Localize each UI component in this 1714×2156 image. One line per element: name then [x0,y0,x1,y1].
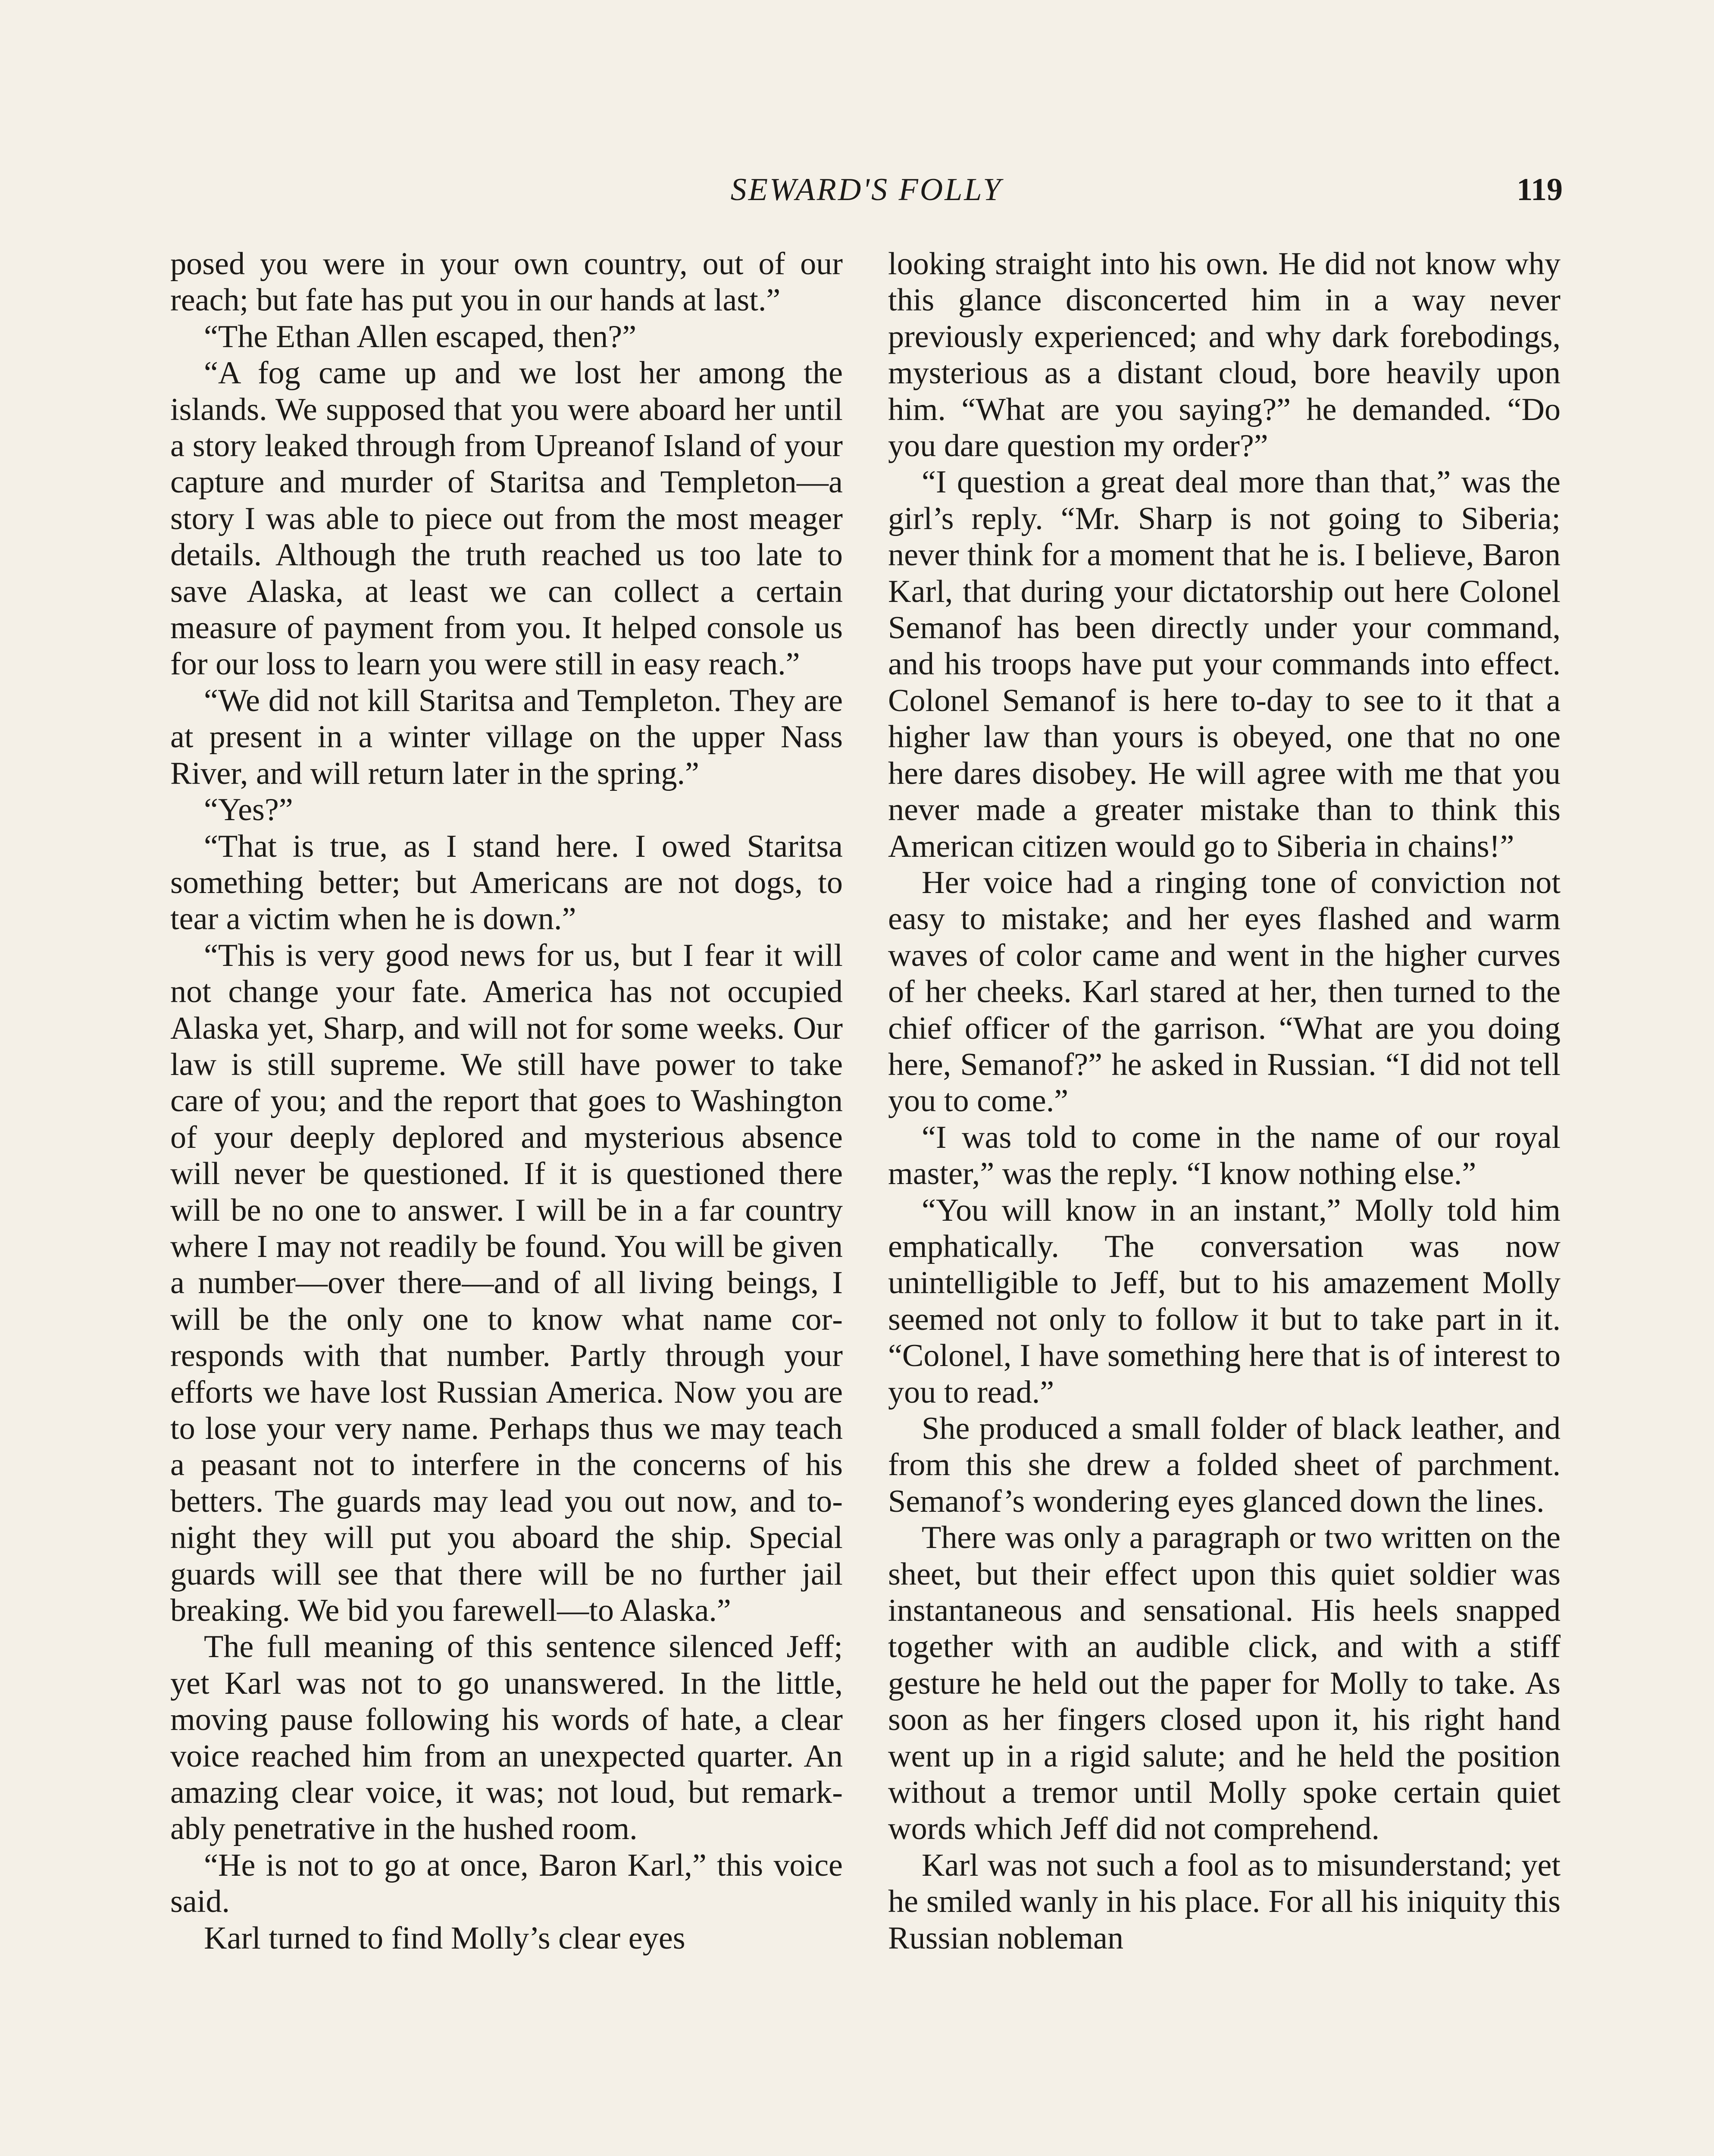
paragraph: She produced a small folder of black leather, and from this she drew a folded sheet of parchment. Semanof’s wondering eyes glanced down the lines. [888,1411,1561,1519]
paragraph: Karl turned to find Molly’s clear eyes [204,1920,685,1956]
running-head [170,166,1563,213]
paragraph: There was only a paragraph or two written on the sheet, but their effect upon this quiet soldier was instantaneous and sensational. His heels snapped together with an audible click, and with a stiff gesture he held out the paper for Molly to take. As soon as her fingers closed upon it, his right hand went up in a rigid salute; and he held the position without a tremor until Molly spoke certain quiet words which Jeff did not comprehend. [888,1520,1561,1847]
paragraph: looking straight into his own. He did not know why this glance disconcerted him in a way never previously experienced; and why dark forebodings, mysterious as a distant cloud, bore heavily upon him. “What are you saying?” he demanded. “Do you dare question my order?” [888,246,1561,464]
paragraph: Her voice had a ringing tone of conviction not easy to mistake; and her eyes flashed and warm waves of color came and went in the higher curves of her cheeks. Karl stared at her, then turned to the chief officer of the garrison. “What are you doing here, Semanof?” he asked in Russian. “I did not tell you to come.” [888,865,1561,1119]
paragraph: “I was told to come in the name of our royal master,” was the reply. “I know nothing else.” [888,1119,1561,1192]
left-column [170,246,843,2156]
right-column [888,246,1561,2156]
paragraph: “I question a great deal more than that,” was the girl’s reply. “Mr. Sharp is not going to Siberia; never think for a moment that he is. I believe, Baron Karl, that during your dictatorship out here Colonel Semanof has been directly under your command, and his troops have put your commands into effect. Colonel Semanof is here to-day to see to it that a higher law than yours is obeyed, one that no one here dares disobey. He will agree with me that you never made a greater mistake than to think this American citizen would go to Siberia in chains!” [888,464,1561,864]
paragraph: “We did not kill Staritsa and Templeton. They are at present in a winter village on the upper Nass River, and will return later in the spring.” [170,683,843,791]
paragraph: “That is true, as I stand here. I owed Staritsa something better; but Americans are not dogs, to tear a victim when he is down.” [170,828,843,937]
paragraph: Karl was not such a fool as to misunderstand; yet he smiled wanly in his place. For all his iniquity this Russian nobleman [888,1847,1561,1956]
paragraph: “A fog came up and we lost her among the islands. We supposed that you were aboard her until a story leaked through from Upreanof Island of your capture and murder of Staritsa and Templeton—a story I was able to piece out from the most meager details. Although the truth reached us too late to save Alaska, at least we can collect a certain measure of payment from you. It helped console us for our loss to learn you were still in easy reach.” [170,355,843,682]
paragraph: posed you were in your own country, out of our reach; but fate has put you in our hands at last.” [170,246,843,318]
running-title: SEWARD'S FOLLY [730,172,1003,207]
page-number: 119 [1517,172,1563,207]
paragraph: “Yes?” [204,792,293,828]
paragraph: “You will know in an instant,” Molly told him emphatically. The conversation was now unintelligible to Jeff, but to his amazement Molly seemed not only to follow it but to take part in it. “Colonel, I have something here that is of interest to you to read.” [888,1192,1561,1410]
paragraph: “He is not to go at once, Baron Karl,” this voice said. [170,1847,843,1920]
paragraph: The full meaning of this sentence silenced Jeff; yet Karl was not to go unanswered. In the little, moving pause following his words of hate, a clear voice reached him from an unexpected quarter. An amazing clear voice, it was; not loud, but remarkably penetrative in the hushed room. [170,1629,843,1847]
paragraph: “The Ethan Allen escaped, then?” [204,319,637,354]
paragraph: “This is very good news for us, but I fear it will not change your fate. America has not occupied Alaska yet, Sharp, and will not for some weeks. Our law is still supreme. We still have power to take care of you; and the report that goes to Washington of your deeply deplored and mysterious absence will never be questioned. If it is questioned there will be no one to answer. I will be in a far country where I may not readily be found. You will be given a number—over there—and of all living beings, I will be the only one to know what name corresponds with that number. Partly through your efforts we have lost Russian America. Now you are to lose your very name. Perhaps thus we may teach a peasant not to interfere in the concerns of his betters. The guards may lead you out now, and tonight they will put you aboard the ship. Special guards will see that there will be no further jail breaking. We bid you farewell—to Alaska.” [170,937,843,1629]
